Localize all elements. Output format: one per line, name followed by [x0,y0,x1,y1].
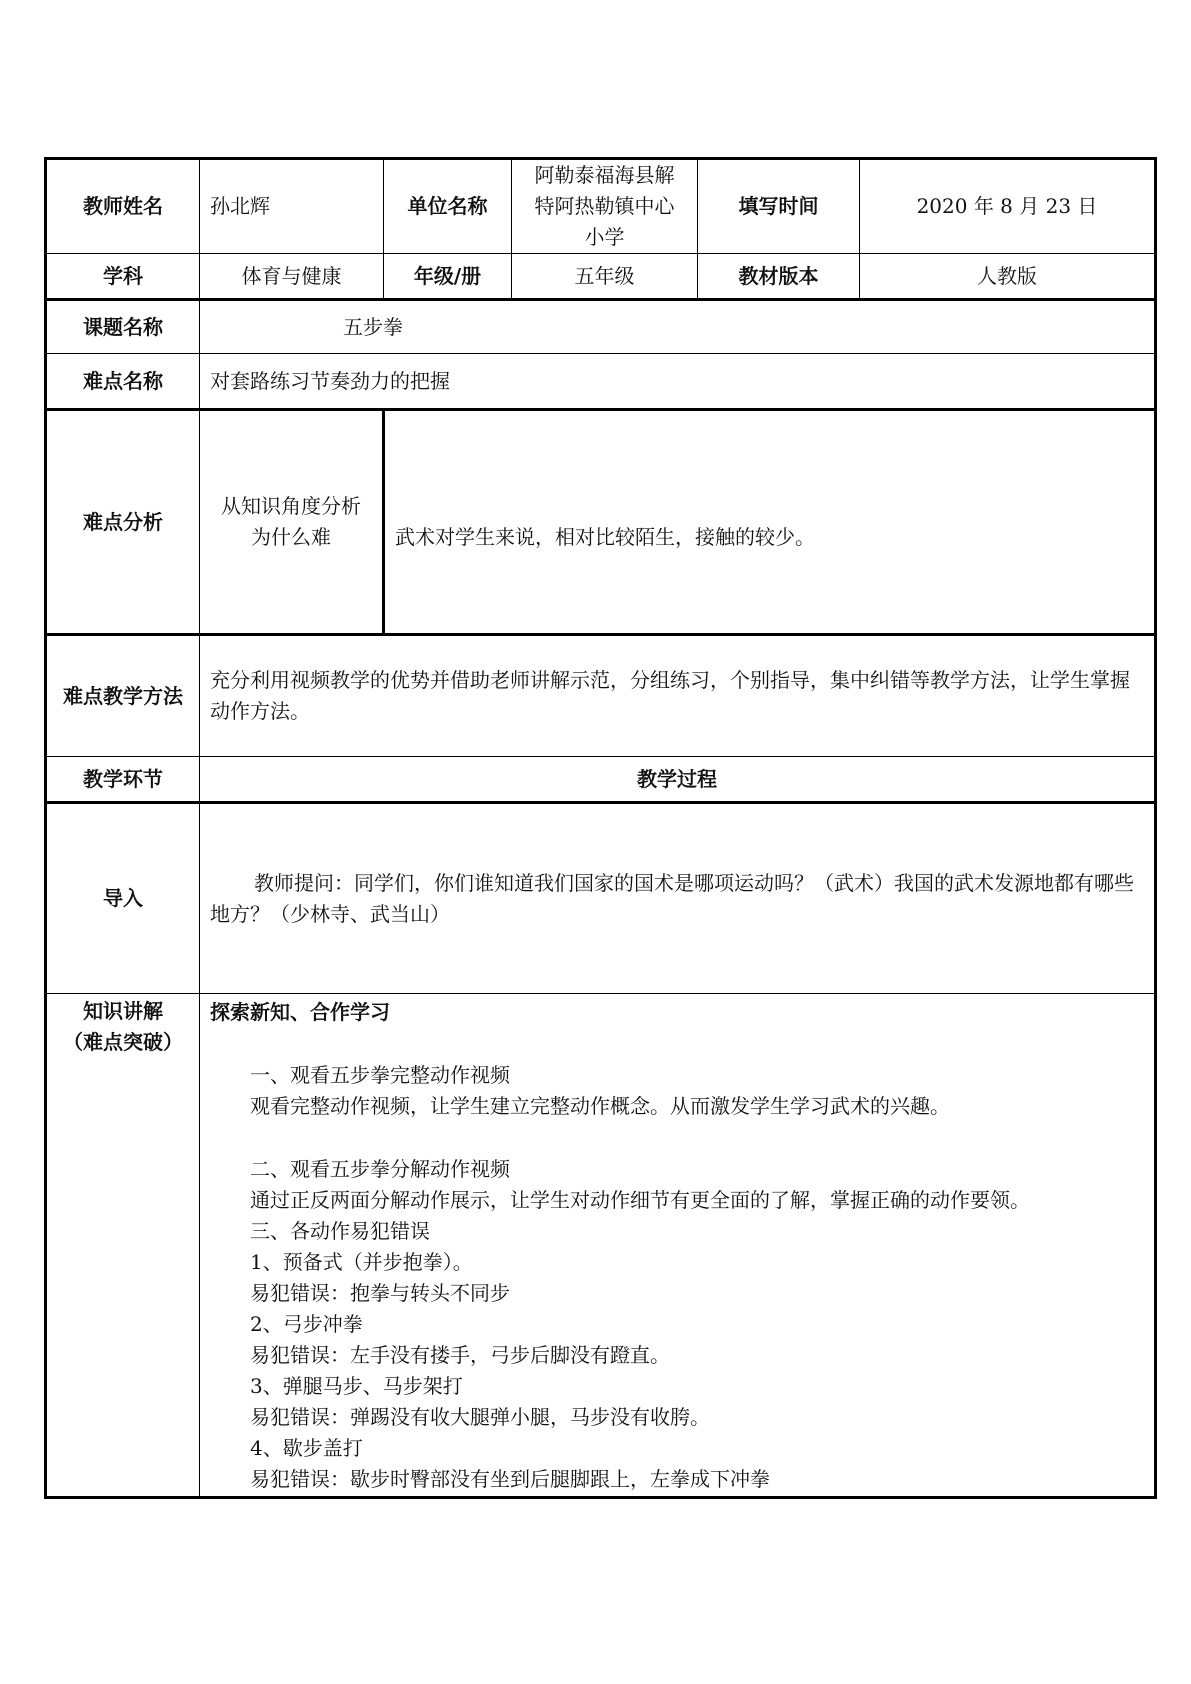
spacer [210,1028,1144,1060]
subject-label: 学科 [46,254,200,300]
item-name: 4、歇步盖打 [250,1436,363,1460]
grade-label: 年级/册 [384,254,512,300]
row-analysis [46,410,1156,635]
topic-value: 五步拳 [200,300,1156,354]
row-difficulty [46,354,1156,410]
lesson-form [44,157,1154,1499]
process-label: 教学环节 [46,757,200,803]
row-process-header [46,757,1156,803]
intro-value: 教师提问：同学们，你们谁知道我们国家的国术是哪项运动吗？（武术）我国的武术发源地都有哪些地方？（少林寺、武当山） [200,803,1156,994]
edition-value: 人教版 [860,254,1156,300]
subject-value: 体育与健康 [200,254,384,300]
unit-line: 特阿热勒镇中心 [534,194,675,218]
row-teacher [46,159,1156,254]
date-value: 2020 年 8 月 23 日 [860,159,1156,254]
item-error: 易犯错误：左手没有搂手，弓步后脚没有蹬直。 [250,1343,670,1367]
teacher-label: 教师姓名 [46,159,200,254]
knowledge-heading: 探索新知、合作学习 [210,1000,390,1024]
intro-label: 导入 [46,803,200,994]
item-error: 易犯错误：歇步时臀部没有坐到后腿脚跟上，左拳成下冲拳 [250,1467,770,1491]
row-knowledge [46,994,1156,1498]
analysis-label: 难点分析 [46,410,200,635]
section-2-title: 二、观看五步拳分解动作视频 [250,1157,510,1181]
analysis-sub-label [200,410,384,635]
teacher-value: 孙北辉 [200,159,384,254]
unit-label: 单位名称 [384,159,512,254]
spacer [210,1122,1144,1154]
process-title: 教学过程 [200,757,1156,803]
method-label: 难点教学方法 [46,635,200,757]
unit-line: 阿勒泰福海县解 [534,163,675,187]
item-error: 易犯错误：弹踢没有收大腿弹小腿，马步没有收胯。 [250,1405,710,1429]
knowledge-label-line: 知识讲解 [83,999,163,1023]
knowledge-label [46,994,200,1498]
row-topic [46,300,1156,354]
section-1-title: 一、观看五步拳完整动作视频 [250,1063,510,1087]
edition-label: 教材版本 [698,254,860,300]
date-label: 填写时间 [698,159,860,254]
knowledge-content [200,994,1156,1498]
section-1-text: 观看完整动作视频，让学生建立完整动作概念。从而激发学生学习武术的兴趣。 [250,1094,950,1118]
item-name: 2、弓步冲拳 [250,1312,363,1336]
section-2-text: 通过正反两面分解动作展示，让学生对动作细节有更全面的了解，掌握正确的动作要领。 [250,1188,1030,1212]
row-subject [46,254,1156,300]
analysis-value: 武术对学生来说，相对比较陌生，接触的较少。 [384,410,1156,635]
knowledge-label-line: （难点突破） [63,1030,183,1054]
item-name: 3、弹腿马步、马步架打 [250,1374,463,1398]
row-method [46,635,1156,757]
analysis-sub-line: 为什么难 [251,525,331,549]
lesson-table [44,157,1157,1499]
grade-value: 五年级 [512,254,698,300]
section-3-title: 三、各动作易犯错误 [250,1219,430,1243]
row-intro [46,803,1156,994]
method-value: 充分利用视频教学的优势并借助老师讲解示范，分组练习，个别指导，集中纠错等教学方法，让学生掌握动作方法。 [200,635,1156,757]
difficulty-value: 对套路练习节奏劲力的把握 [200,354,1156,410]
item-name: 1、预备式（并步抱拳）。 [250,1250,473,1274]
topic-label: 课题名称 [46,300,200,354]
unit-line: 小学 [584,225,625,249]
unit-value [512,159,698,254]
analysis-sub-line: 从知识角度分析 [221,494,361,518]
difficulty-label: 难点名称 [46,354,200,410]
item-error: 易犯错误：抱拳与转头不同步 [250,1281,510,1305]
